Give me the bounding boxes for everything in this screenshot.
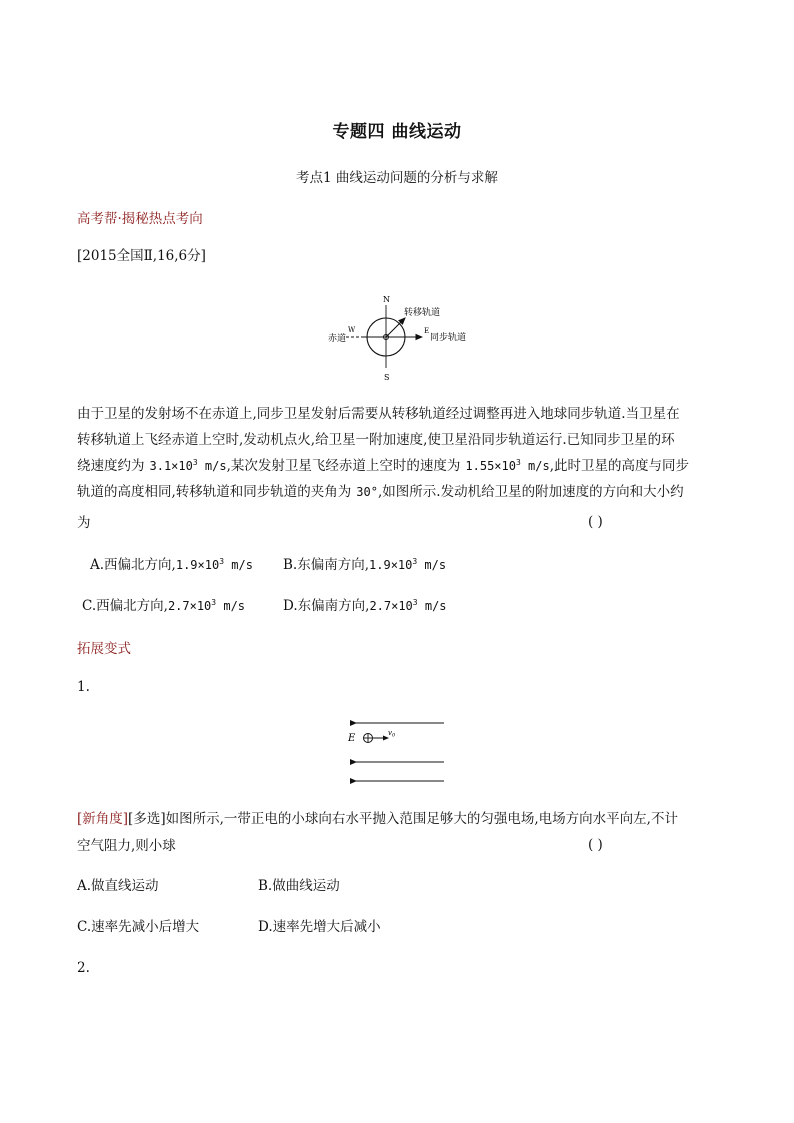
- q1-option-d: D.东偏南方向$,2.7\times 10^3$ m/s: [283, 598, 447, 614]
- velocity-label: $v_0$: [388, 729, 396, 739]
- transfer-orbit-label: 转移轨道: [404, 308, 441, 318]
- field-label: E: [348, 733, 356, 744]
- q1-line-1: 由于卫星的发射场不在赤道上,同步卫星发射后需要从转移轨道经过调整再进入地球同步轨道.当卫星在: [77, 406, 680, 422]
- q1-line-2: 转移轨道上飞经赤道上空时,发动机点火,给卫星一附加速度,使卫星沿同步轨道运行.已知同步卫星的环: [77, 432, 675, 448]
- q2-option-c: C.速率先减小后增大: [77, 919, 200, 935]
- question-source: [2015全国Ⅱ,16,6分]: [77, 248, 206, 264]
- page-title: 专题四 曲线运动: [332, 122, 462, 142]
- east-label: E: [424, 327, 430, 335]
- q1-option-a: A.西偏北方向$,1.9\times 10^3$ m/s: [90, 557, 253, 573]
- q2-option-d: D.速率先增大后减小: [258, 919, 381, 935]
- new-angle-tag: [新角度]: [77, 811, 129, 827]
- q2-line-2: 空气阻力,则小球: [77, 838, 176, 854]
- q1-answer-paren: ( ): [588, 514, 603, 530]
- north-label: N: [383, 295, 390, 304]
- q2-option-a: A.做直线运动: [77, 878, 159, 894]
- electric-field-diagram: [340, 712, 450, 790]
- q1-line-4: 轨道的高度相同,转移轨道和同步轨道的夹角为 30°,如图所示.发动机给卫星的附加速度的方向和大小约: [77, 484, 684, 500]
- q1-line-5: 为: [77, 515, 91, 531]
- section-heading-hot-topics: 高考帮·揭秘热点考向: [77, 211, 203, 227]
- item-2-number: 2.: [77, 960, 90, 976]
- west-label: W: [348, 326, 356, 334]
- q1-line-3: 绕速度约为 $3.1\times 10^3$ m/s,某次发射卫星飞经赤道上空时的速度为 $1.55\times 10^3$ m/s,此时卫星的高度与同步: [77, 458, 689, 474]
- q2-option-b: B.做曲线运动: [258, 878, 340, 894]
- equator-label: 赤道: [328, 334, 347, 344]
- q1-option-c: C.西偏北方向$,2.7\times 10^3$ m/s: [82, 598, 246, 614]
- item-1-number: 1.: [77, 679, 90, 695]
- q2-line-1: [新角度][多选]如图所示,一带正电的小球向右水平抛入范围足够大的匀强电场,电场方向水平向左,不计: [77, 811, 678, 827]
- orbit-diagram: [320, 290, 480, 385]
- south-label: S: [384, 373, 390, 382]
- sync-orbit-label: 同步轨道: [430, 333, 467, 343]
- section-heading-extension: 拓展变式: [77, 641, 131, 657]
- q1-option-b: B.东偏南方向$,1.9\times 10^3$ m/s: [283, 557, 447, 573]
- section-subtitle: 考点1 曲线运动问题的分析与求解: [296, 170, 498, 186]
- q2-answer-paren: ( ): [588, 837, 603, 853]
